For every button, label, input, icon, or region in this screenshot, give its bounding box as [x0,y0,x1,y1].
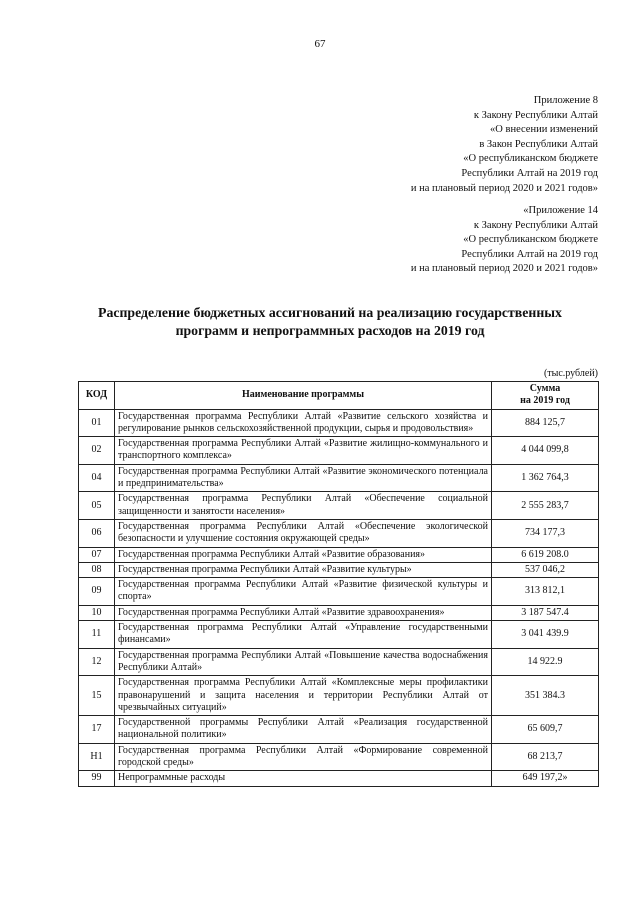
row-program-name: Государственная программа Республики Алтай «Развитие образования» [115,547,492,562]
row-program-name: Непрограммные расходы [115,771,492,786]
table-row [79,519,599,547]
row-amount: 14 922.9 [492,648,599,676]
row-code: 12 [79,648,115,676]
row-amount: 734 177,3 [492,519,599,547]
appendix-line: Приложение 8 [533,95,598,106]
title-line-2: программ и непрограммных расходов на 2019 год [175,323,485,338]
row-program-name: Государственная программа Республики Алтай «Развитие экономического потенциала и предпринимательства» [115,464,492,492]
row-code: 09 [79,578,115,606]
table-row [79,648,599,676]
table-row [79,676,599,716]
document-title [60,304,600,340]
row-amount: 6 619 208.0 [492,547,599,562]
row-code: 06 [79,519,115,547]
row-program-name: Государственная программа Республики Алтай «Комплексные меры профилактики правонарушений и защита населения и территории Республики Алтай от чрезвычайных ситуаций» [115,676,492,716]
table-body [79,409,599,786]
row-program-name: Государственная программа Республики Алтай «Формирование современной городской среды» [115,743,492,771]
appendix-line: и на плановый период 2020 и 2021 годов» [410,182,598,194]
page-number: 67 [314,38,326,50]
row-code: 04 [79,464,115,492]
row-program-name: Государственная программа Республики Алтай «Развитие физической культуры и спорта» [115,578,492,606]
budget-programs-table [78,381,599,787]
table-row [79,562,599,577]
row-amount: 3 041 439.9 [492,621,599,649]
row-amount: 2 555 283,7 [492,492,599,520]
table-row [79,716,599,744]
table-row [79,437,599,465]
row-amount: 68 213,7 [492,743,599,771]
appendix-line: к Закону Республики Алтай [473,109,598,121]
table-row [79,578,599,606]
row-code: 08 [79,562,115,577]
appendix-line: Республики Алтай на 2019 год [461,167,598,179]
appendix-14-header [411,204,598,277]
table-row [79,621,599,649]
header-code: КОД [79,382,115,410]
row-amount: 351 384.3 [492,676,599,716]
row-code: 02 [79,437,115,465]
header-name: Наименование программы [115,382,492,410]
units-label: (тыс.рублей) [543,368,598,379]
appendix-line: в Закон Республики Алтай [479,138,598,150]
row-code: 99 [79,771,115,786]
row-program-name: Государственная программа Республики Алтай «Повышение качества водоснабжения Республики Алтай» [115,648,492,676]
row-program-name: Государственная программа Республики Алтай «Управление государственными финансами» [115,621,492,649]
appendix-line: «О республиканском бюджете [463,153,598,165]
table-row [79,743,599,771]
header-amount-line-2: на 2019 год [520,395,570,407]
table-row [79,605,599,620]
appendix-8-header [411,94,598,196]
row-amount: 884 125,7 [492,409,599,437]
row-program-name: Государственная программа Республики Алтай «Развитие сельского хозяйства и регулирование рынков сельскохозяйственной продукции, сырья и продовольствия» [115,409,492,437]
header-amount [492,382,599,410]
header-amount-line-1: Сумма [529,383,561,394]
table-row [79,492,599,520]
row-code: 01 [79,409,115,437]
row-code: 07 [79,547,115,562]
row-amount: 649 197,2» [492,771,599,786]
appendix-line: «О внесении изменений [490,124,598,136]
row-amount: 3 187 547.4 [492,605,599,620]
appendix-line: к Закону Республики Алтай [473,219,598,231]
appendix-line: «О республиканском бюджете [463,234,598,246]
row-amount: 65 609,7 [492,716,599,744]
appendix-line: и на плановый период 2020 и 2021 годов» [410,263,598,275]
table-row [79,547,599,562]
row-code: 05 [79,492,115,520]
row-code: 17 [79,716,115,744]
row-amount: 537 046,2 [492,562,599,577]
row-program-name: Государственной программы Республики Алтай «Реализация государственной национальной политики» [115,716,492,744]
table-row [79,409,599,437]
row-amount: 1 362 764,3 [492,464,599,492]
row-code: 11 [79,621,115,649]
appendix-line: «Приложение 14 [523,205,598,216]
row-code: Н1 [79,743,115,771]
row-code: 10 [79,605,115,620]
row-amount: 4 044 099,8 [492,437,599,465]
table-row [79,771,599,786]
row-amount: 313 812,1 [492,578,599,606]
row-program-name: Государственная программа Республики Алтай «Обеспечение экологической безопасности и улучшение состояния окружающей среды» [115,519,492,547]
table-row [79,464,599,492]
row-program-name: Государственная программа Республики Алтай «Развитие жилищно-коммунального и транспортного комплекса» [115,437,492,465]
row-program-name: Государственная программа Республики Алтай «Развитие здравоохранения» [115,605,492,620]
table-header-row [79,382,599,410]
row-program-name: Государственная программа Республики Алтай «Обеспечение социальной защищенности и занятости населения» [115,492,492,520]
title-line-1: Распределение бюджетных ассигнований на реализацию государственных [98,305,562,320]
row-code: 15 [79,676,115,716]
row-program-name: Государственная программа Республики Алтай «Развитие культуры» [115,562,492,577]
appendix-line: Республики Алтай на 2019 год [461,248,598,260]
